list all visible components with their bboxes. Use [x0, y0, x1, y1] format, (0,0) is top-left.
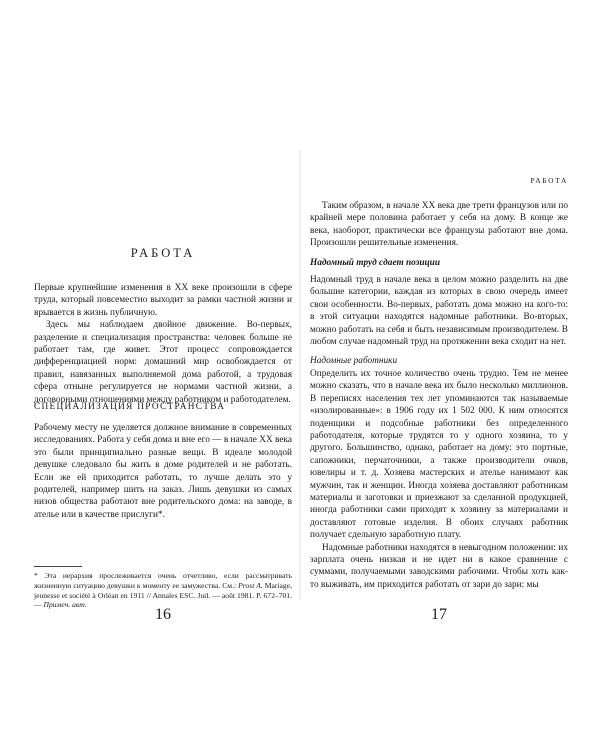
book-gutter [298, 150, 302, 600]
paragraph: Надомные работники находятся в невыгодном положении: их зарплата очень низкая и не идет ни в какое сравнение с суммами, получаемыми заводскими рабочими. Чтобы хоть как-то выживать, им приходится работать от зари до зари: мы [310, 542, 568, 590]
running-head: РАБОТА [530, 176, 568, 185]
paragraph: Надомный труд в начале века в целом можно разделить на две большие категории, каждая из которых в свою очередь имеет свои особенности. Во-первых, работать дома можно на кого-то: в этой ситуации находятся надомные работники. Во-вторых, можно работать на себя и быть независимым производителем. В любом случае надомный труд на протяжении века сходит на нет. [310, 275, 568, 348]
subhead: Надомные работники [310, 356, 398, 367]
footnote-source: Mariage, jeunesse et société à Orléan en 1911 // Annales ESC. Juil. — août 1981. P. 672–701. — [34, 580, 292, 610]
right-page [310, 0, 568, 750]
page-number: 16 [155, 606, 171, 623]
footnote-author: Prost A. [238, 580, 263, 590]
paragraph: Первые крупнейшие изменения в XX веке произошли в сфере труда, который повсеместно выходит за рамки частной жизни и врывается в жизнь публичную. [34, 283, 292, 318]
right-text [310, 200, 568, 591]
footnote-text: Эта иерархия прослеживается очень отчетливо, если рассматривать жизненную ситуацию девушки к моменту ее замужества. См.: [34, 571, 292, 590]
page-number: 17 [431, 606, 447, 623]
paragraph: Здесь мы наблюдаем двойное движение. Во-первых, разделение и специализация пространства: человек больше не работает там, где живет. Этот процесс сопровождается дифференциацией норм: домашний мир освобождается от правил, навязанных выполняемой дома работой, а трудовая сфера отныне регулируется не нормами частной жизни, а договорными отношениями между работником и работодателем. [34, 320, 292, 405]
subhead: Надомный труд сдает позиции [310, 257, 441, 268]
footnote-marker: * [34, 571, 38, 580]
section-text [34, 422, 292, 521]
section-title: СПЕЦИАЛИЗАЦИЯ ПРОСТРАНСТВА [34, 402, 226, 412]
footnote-note: Примеч. авт. [43, 600, 87, 610]
left-page [34, 0, 292, 750]
paragraph: Таким образом, в начале XX века две трети французов или по крайней мере половина работает у себя на дому. В конце же века, наоборот, практически все французы работают вне дома. Произошли решительные изменения. [310, 201, 568, 249]
intro-text [34, 282, 292, 406]
footnote-rule [34, 566, 82, 567]
paragraph: Рабочему месту не уделяется должное внимание в современных исследованиях. Работа у себя дома и вне его — в начале XX века это были принципиально разные вещи. В идеале молодой девушке следовало бы жить в доме родителей и не работать. Если же ей приходится работать, то лучше делать это у родителей, например шить на заказ. Лишь девушки из самых низов общества работают вне родительского дома: на заводе, в ателье или в качестве прислуги*. [34, 423, 292, 520]
chapter-title: РАБОТА [130, 246, 196, 260]
paragraph: Определить их точное количество очень трудно. Тем не менее можно сказать, что в начале века их было несколько миллионов. В переписях населения тех лет упоминаются так называемые «изолированные»: в 1906 году их 1 502 000. К ним относятся поденщики и подсобные работники без определенного работодателя, которые трудятся то у одного хозяина, то у другого. Большинство, однако, работает на дому: это портные, сапожники, перчаточники, а также производители очков, ювелиры и т. д. Хозяева мастерских и ателье нанимают как мужчин, так и женщин. Иногда хозяева доставляют работникам материалы и заготовки и приезжают за сделанной продукцией, иногда работники сами приходят к хозяину за материалами и доставляют готовые изделия. В обоих случаях работник получает сдельную заработную плату. [310, 368, 568, 541]
footnote [34, 571, 292, 610]
